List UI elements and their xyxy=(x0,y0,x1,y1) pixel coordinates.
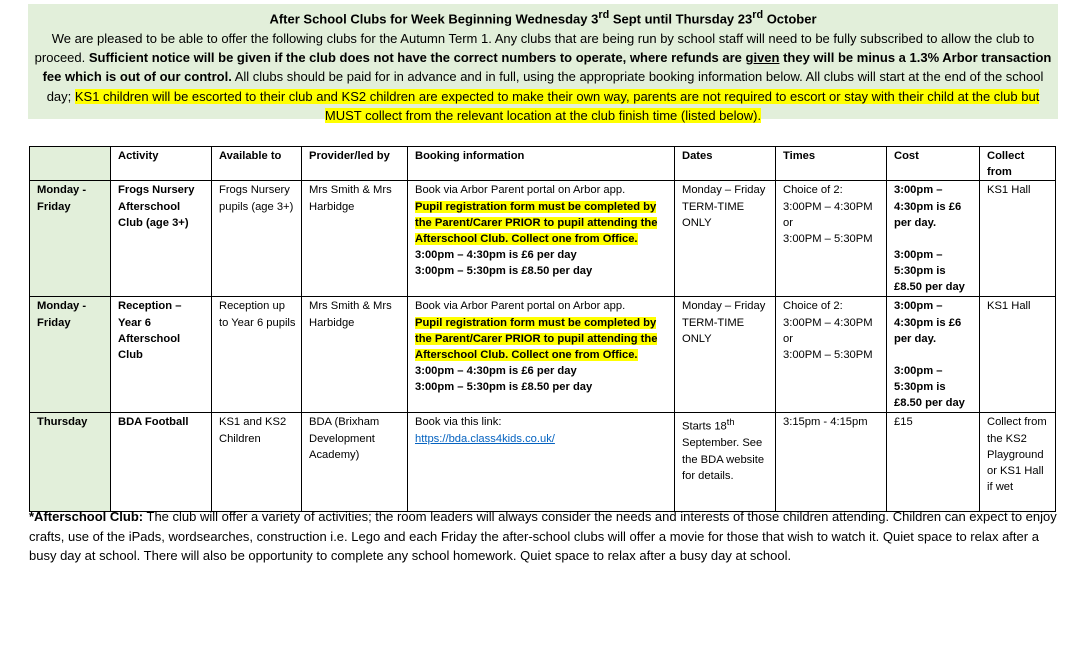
header-times: Times xyxy=(776,147,887,181)
header-collect: Collect from xyxy=(980,147,1056,181)
header-available: Available to xyxy=(212,147,302,181)
row-available: Frogs Nursery pupils (age 3+) xyxy=(212,181,302,297)
row-provider: BDA (Brixham Development Academy) xyxy=(302,413,408,512)
row-times: Choice of 2: 3:00PM – 4:30PM or 3:00PM – 5:30PM xyxy=(776,181,887,297)
row-day: Monday - Friday xyxy=(30,181,111,297)
header-provider: Provider/led by xyxy=(302,147,408,181)
row-provider: Mrs Smith & Mrs Harbidge xyxy=(302,297,408,413)
row-booking: Book via Arbor Parent portal on Arbor app. Pupil registration form must be completed by the Parent/Carer PRIOR to pupil attending the Afterschool Club. Collect one from Office. 3:00pm – 4:30pm is £6 per day 3:00pm – 5:30pm is £8.50 per day xyxy=(408,181,675,297)
intro-box xyxy=(28,4,1058,123)
header-cost: Cost xyxy=(887,147,980,181)
row-dates: Monday – Friday TERM-TIME ONLY xyxy=(675,297,776,413)
row-times: Choice of 2: 3:00PM – 4:30PM or 3:00PM – 5:30PM xyxy=(776,297,887,413)
intro-paragraph: We are pleased to be able to offer the following clubs for the Autumn Term 1. Any clubs that are being run by school staff will need to be fully subscribed to allow the club to proceed. Sufficient notice will be given if the club does not have the correct numbers to operate, where refunds are given they will be minus a 1.3% Arbor transaction fee which is out of our control. All clubs should be paid for in advance and in full, using the appropriate booking information below. All clubs will start at the end of the school day; KS1 children will be escorted to their club and KS2 children are expected to make their own way, parents are not required to escort or stay with their child at the club but MUST collect from the relevant location at the club finish time (listed below). xyxy=(34,30,1052,123)
row-collect: Collect from the KS2 Playground or KS1 Hall if wet xyxy=(980,413,1056,512)
row-cost: 3:00pm – 4:30pm is £6 per day. 3:00pm – 5:30pm is £8.50 per day xyxy=(887,297,980,413)
row-activity: Frogs Nursery Afterschool Club (age 3+) xyxy=(111,181,212,297)
page-title: After School Clubs for Week Beginning Wednesday 3rd Sept until Thursday 23rd October xyxy=(269,9,817,27)
clubs-table xyxy=(29,146,1056,512)
row-available: KS1 and KS2 Children xyxy=(212,413,302,512)
row-provider: Mrs Smith & Mrs Harbidge xyxy=(302,181,408,297)
row-booking: Book via Arbor Parent portal on Arbor app. Pupil registration form must be completed by the Parent/Carer PRIOR to pupil attending the Afterschool Club. Collect one from Office. 3:00pm – 4:30pm is £6 per day 3:00pm – 5:30pm is £8.50 per day xyxy=(408,297,675,413)
row-booking: Book via this link: https://bda.class4kids.co.uk/ xyxy=(408,413,675,512)
registration-notice: Pupil registration form must be completed by the Parent/Carer PRIOR to pupil attending the Afterschool Club. Collect one from Office. xyxy=(415,316,658,362)
row-cost: £15 xyxy=(887,413,980,512)
table-row xyxy=(30,297,1056,413)
registration-notice: Pupil registration form must be completed by the Parent/Carer PRIOR to pupil attending the Afterschool Club. Collect one from Office. xyxy=(415,200,658,246)
row-dates: Starts 18th September. See the BDA website for details. xyxy=(675,413,776,512)
row-activity: Reception – Year 6 Afterschool Club xyxy=(111,297,212,413)
table-header-row xyxy=(30,147,1056,181)
row-day: Monday - Friday xyxy=(30,297,111,413)
afterschool-club-note: *Afterschool Club: The club will offer a variety of activities; the room leaders will always consider the needs and interests of those children attending. Children can expect to enjoy crafts, use of the iPads, wordsearches, construction i.e. Lego and each Friday the after-school clubs will offer a movie for those that wish to watch it. Quiet space to relax after a busy day at school. There will also be opportunity to complete any school homework. Quiet space to relax after a busy day at school. xyxy=(29,509,1057,563)
row-collect: KS1 Hall xyxy=(980,181,1056,297)
row-dates: Monday – Friday TERM-TIME ONLY xyxy=(675,181,776,297)
row-activity: BDA Football xyxy=(111,413,212,512)
row-day: Thursday xyxy=(30,413,111,512)
row-available: Reception up to Year 6 pupils xyxy=(212,297,302,413)
header-booking: Booking information xyxy=(408,147,675,181)
row-times: 3:15pm - 4:15pm xyxy=(776,413,887,512)
header-dates: Dates xyxy=(675,147,776,181)
table-row xyxy=(30,413,1056,512)
header-cell-blank xyxy=(30,147,111,181)
table-row xyxy=(30,181,1056,297)
row-collect: KS1 Hall xyxy=(980,297,1056,413)
bda-booking-link[interactable]: https://bda.class4kids.co.uk/ xyxy=(415,432,555,445)
escort-notice: KS1 children will be escorted to their club and KS2 children are expected to make their own way, parents are not required to escort or stay with their child at the club but MUST collect from the relevant location at the club finish time (listed below). xyxy=(74,88,1040,123)
row-cost: 3:00pm – 4:30pm is £6 per day. 3:00pm – 5:30pm is £8.50 per day xyxy=(887,181,980,297)
header-activity: Activity xyxy=(111,147,212,181)
